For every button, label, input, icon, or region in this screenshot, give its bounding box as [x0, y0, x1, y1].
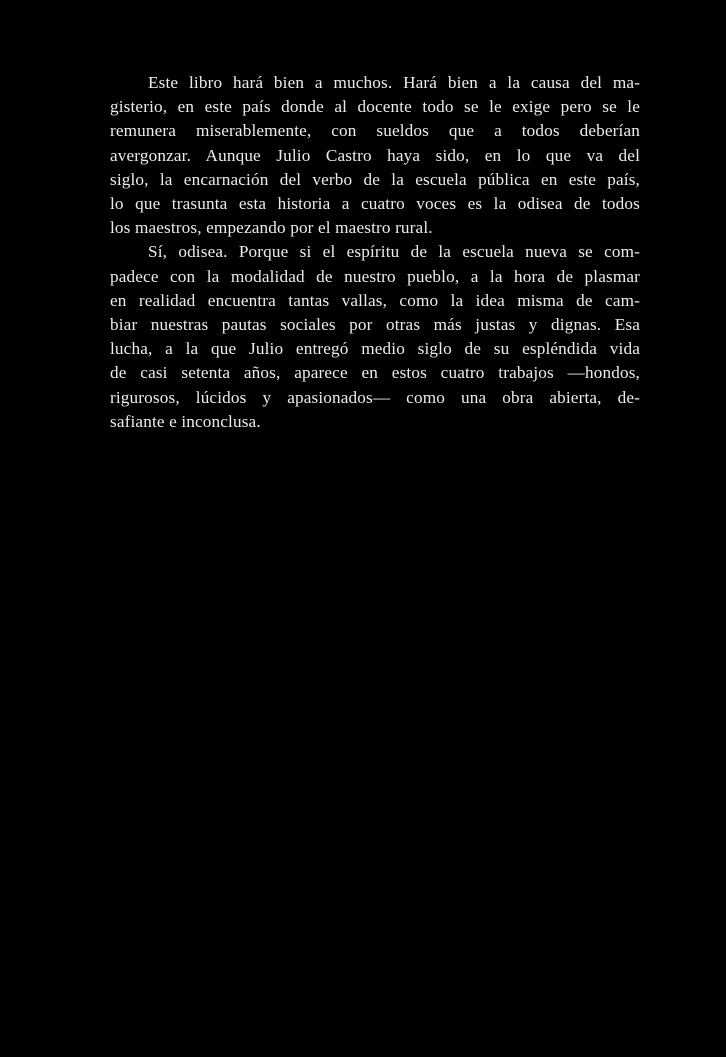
paragraph-2	[110, 240, 640, 434]
text-line: rigurosos, lúcidos y apasionados— como una obra abierta, de-	[110, 387, 640, 407]
text-line: biar nuestras pautas sociales por otras más justas y dignas. Esa	[110, 315, 640, 335]
text-line: Sí, odisea. Porque si el espíritu de la escuela nueva se com-	[148, 242, 640, 262]
text-line: lucha, a la que Julio entregó medio siglo de su espléndida vida	[110, 339, 640, 359]
text-line: siglo, la encarnación del verbo de la escuela pública en este país,	[110, 169, 640, 189]
paragraph-1	[110, 71, 640, 240]
text-line: los maestros, empezando por el maestro rural.	[110, 218, 433, 238]
text-line: safiante e inconclusa.	[110, 411, 261, 431]
body-text	[110, 71, 640, 434]
text-line: padece con la modalidad de nuestro pueblo, a la hora de plasmar	[110, 266, 640, 286]
text-line: remunera miserablemente, con sueldos que a todos deberían	[110, 121, 640, 141]
text-line: lo que trasunta esta historia a cuatro voces es la odisea de todos	[110, 194, 640, 214]
text-line: avergonzar. Aunque Julio Castro haya sido, en lo que va del	[110, 145, 640, 165]
text-line: Este libro hará bien a muchos. Hará bien a la causa del ma-	[148, 73, 640, 92]
text-line: en realidad encuentra tantas vallas, como la idea misma de cam-	[110, 290, 640, 310]
text-line: de casi setenta años, aparece en estos cuatro trabajos —hondos,	[110, 363, 640, 383]
text-line: gisterio, en este país donde al docente todo se le exige pero se le	[110, 97, 640, 117]
